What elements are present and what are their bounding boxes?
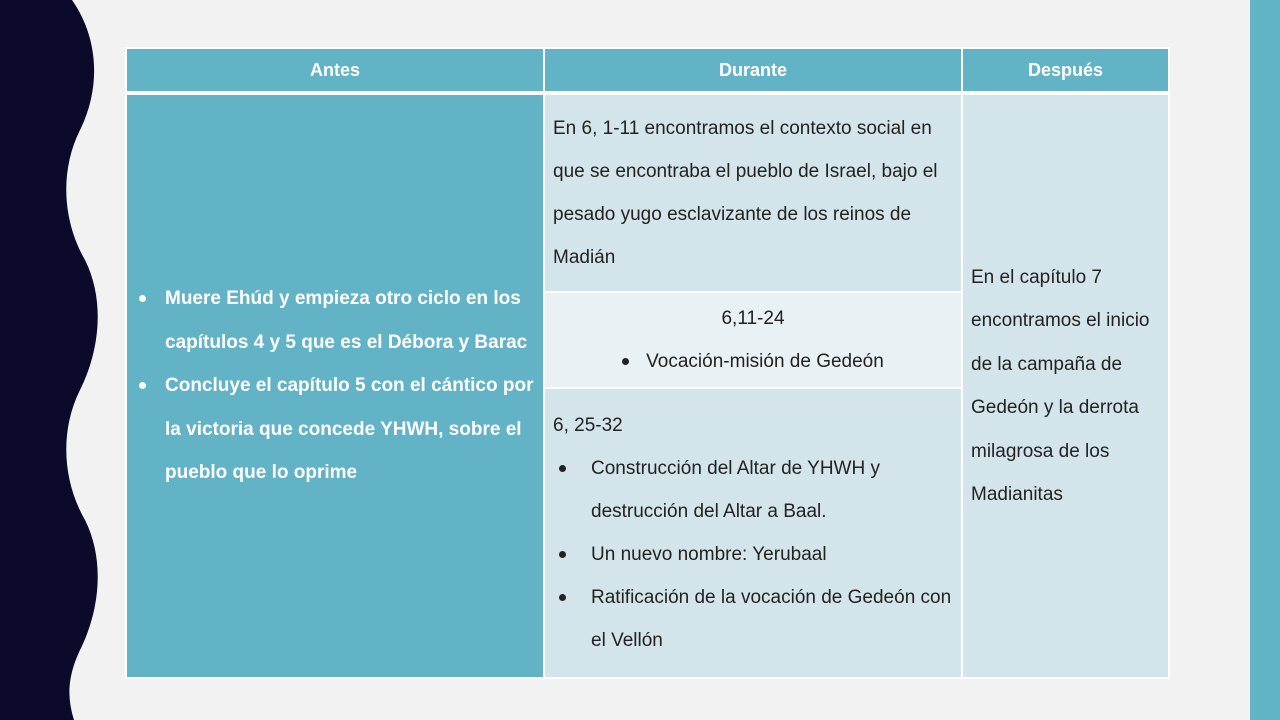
durante-altar-cell bbox=[544, 388, 962, 678]
durante-context-text: En 6, 1-11 encontramos el contexto social en que se encontraba el pueblo de Israel, bajo el pesado yugo esclavizante de los reinos de Madián bbox=[553, 118, 938, 268]
decorative-wave-band bbox=[0, 0, 110, 720]
antes-cell bbox=[126, 93, 544, 678]
despues-cell bbox=[962, 93, 1169, 678]
bullet-icon bbox=[139, 382, 146, 389]
decorative-right-strip bbox=[1250, 0, 1280, 720]
durante-context-cell bbox=[544, 93, 962, 292]
list-item: Ratificación de la vocación de Gedeón con el Vellón bbox=[553, 576, 953, 662]
list-item: Vocación-misión de Gedeón bbox=[622, 340, 884, 383]
bullet-icon bbox=[139, 295, 146, 302]
list-item: Un nuevo nombre: Yerubaal bbox=[553, 533, 953, 576]
bullet-icon bbox=[559, 465, 566, 472]
bullet-icon bbox=[559, 551, 566, 558]
vocacion-heading: 6,11-24 bbox=[721, 308, 785, 329]
list-item: Construcción del Altar de YHWH y destrucción del Altar a Baal. bbox=[553, 447, 953, 533]
comparison-table bbox=[125, 47, 1170, 679]
altar-heading: 6, 25-32 bbox=[553, 415, 623, 436]
durante-vocacion-cell bbox=[544, 292, 962, 388]
header-despues: Después bbox=[962, 48, 1169, 93]
list-item: Concluye el capítulo 5 con el cántico por la victoria que concede YHWH, sobre el pueblo que lo oprime bbox=[127, 364, 537, 495]
header-durante: Durante bbox=[544, 48, 962, 93]
bullet-icon bbox=[622, 358, 629, 365]
header-antes: Antes bbox=[126, 48, 544, 93]
header-row bbox=[126, 48, 1169, 93]
bullet-icon bbox=[559, 594, 566, 601]
despues-text: En el capítulo 7 encontramos el inicio de la campaña de Gedeón y la derrota milagrosa de los Madianitas bbox=[971, 266, 1150, 505]
antes-list bbox=[127, 277, 537, 495]
altar-list bbox=[553, 447, 953, 662]
list-item: Muere Ehúd y empieza otro ciclo en los capítulos 4 y 5 que es el Débora y Barac bbox=[127, 277, 537, 364]
